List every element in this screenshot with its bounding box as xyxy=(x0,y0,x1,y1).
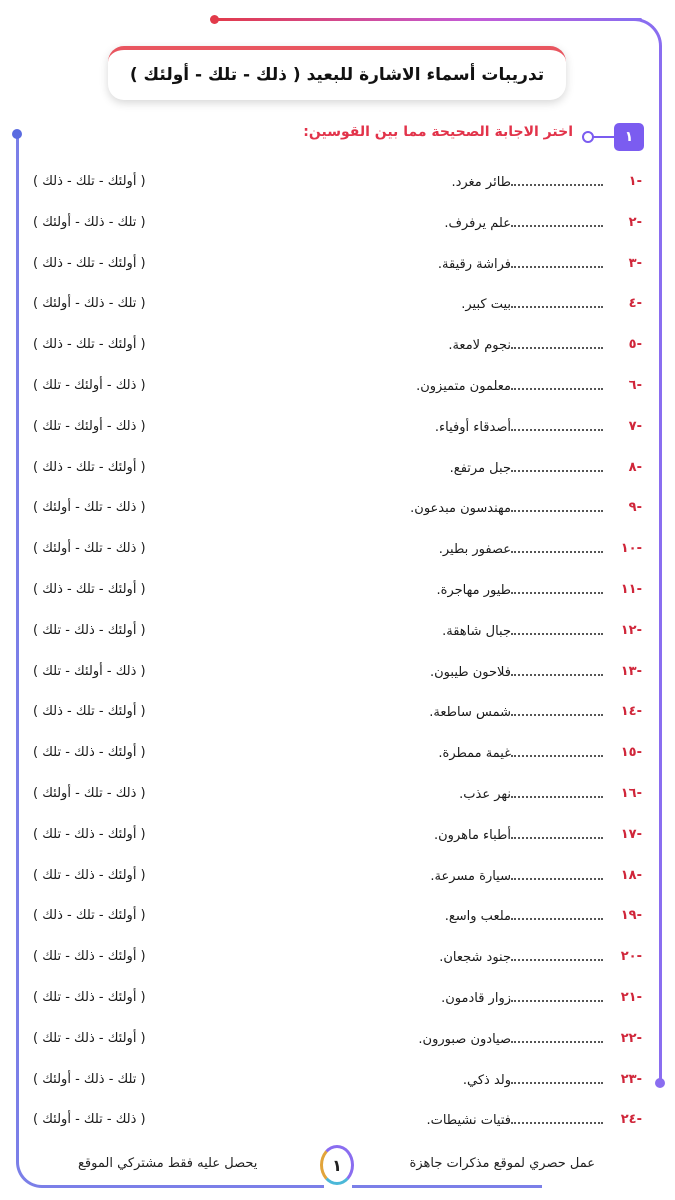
item-phrase-line xyxy=(430,868,607,884)
item-number: -٧ xyxy=(628,418,642,434)
item-phrase-line xyxy=(441,990,607,1006)
frame-bottom-curve xyxy=(16,1140,56,1188)
item-phrase: ملعب واسع. xyxy=(444,909,511,925)
item-phrase-line xyxy=(442,623,607,639)
item-phrase-line xyxy=(450,460,607,476)
item-number: -٥ xyxy=(628,337,642,353)
answer-blank[interactable] xyxy=(511,1031,603,1043)
item-phrase-line xyxy=(429,704,607,720)
item-number: -١٥ xyxy=(620,745,642,761)
item-phrase: جبل مرتفع. xyxy=(449,460,511,476)
item-phrase-line xyxy=(438,256,607,272)
item-number: -٣ xyxy=(628,255,642,271)
item-phrase: مهندسون مبدعون. xyxy=(410,501,511,517)
frame-bottom-line-right xyxy=(352,1185,542,1188)
item-phrase: أصدقاء أوفياء. xyxy=(434,419,511,435)
exercise-item xyxy=(0,1021,675,1062)
item-phrase-line xyxy=(448,337,607,353)
answer-blank[interactable] xyxy=(511,949,603,961)
answer-blank[interactable] xyxy=(511,1072,603,1084)
answer-blank[interactable] xyxy=(511,908,603,920)
item-choices: ( أولئك - تلك - ذلك ) xyxy=(33,581,146,597)
item-number: -٨ xyxy=(628,459,642,475)
item-phrase-line xyxy=(444,215,607,231)
exercise-item xyxy=(0,286,675,327)
item-number: -٩ xyxy=(628,500,642,516)
item-choices: ( ذلك - تلك - أولئك ) xyxy=(33,785,146,801)
frame-top-line xyxy=(214,18,642,21)
exercise-item xyxy=(0,694,675,735)
exercise-item xyxy=(0,368,675,409)
answer-blank[interactable] xyxy=(511,786,603,798)
exercise-list xyxy=(0,164,675,1143)
answer-blank[interactable] xyxy=(511,378,603,390)
item-phrase: ولد ذكي. xyxy=(462,1072,511,1088)
item-choices: ( أولئك - تلك - ذلك ) xyxy=(33,255,146,271)
item-number: -١٠ xyxy=(620,541,642,557)
answer-blank[interactable] xyxy=(511,215,603,227)
exercise-item xyxy=(0,246,675,287)
item-phrase: طيور مهاجرة. xyxy=(436,582,511,598)
item-number: -١ xyxy=(628,174,642,189)
item-phrase: زوار قادمون. xyxy=(441,990,511,1006)
item-phrase: علم يرفرف. xyxy=(444,215,511,231)
item-phrase-line xyxy=(459,786,607,802)
answer-blank[interactable] xyxy=(511,541,603,553)
item-choices: ( ذلك - أولئك - تلك ) xyxy=(33,418,146,434)
answer-blank[interactable] xyxy=(511,827,603,839)
item-number: -٢٣ xyxy=(620,1071,642,1087)
frame-bottom-line xyxy=(54,1185,324,1188)
item-phrase: غيمة ممطرة. xyxy=(438,746,511,762)
item-number: -١٢ xyxy=(620,622,642,638)
item-phrase: طائر مغرد. xyxy=(451,175,511,190)
item-phrase: سيارة مسرعة. xyxy=(430,868,511,884)
item-number: -١٩ xyxy=(620,908,642,924)
frame-left-dot xyxy=(12,129,22,139)
exercise-item xyxy=(0,1062,675,1103)
item-choices: ( ذلك - تلك - أولئك ) xyxy=(33,500,146,516)
item-choices: ( أولئك - ذلك - تلك ) xyxy=(33,826,146,842)
footer-credit: عمل حصري لموقع مذكرات جاهزة xyxy=(409,1156,595,1171)
answer-blank[interactable] xyxy=(511,419,603,431)
exercise-item xyxy=(0,205,675,246)
exercise-item xyxy=(0,858,675,899)
item-choices: ( تلك - ذلك - أولئك ) xyxy=(33,1071,146,1087)
answer-blank[interactable] xyxy=(511,337,603,349)
item-phrase: أطباء ماهرون. xyxy=(434,827,511,843)
answer-blank[interactable] xyxy=(511,460,603,472)
item-phrase-line xyxy=(437,582,607,598)
exercise-item xyxy=(0,654,675,695)
exercise-item xyxy=(0,164,675,205)
item-phrase-line xyxy=(410,500,607,516)
item-number: -٢١ xyxy=(620,989,642,1005)
exercise-item xyxy=(0,327,675,368)
item-number: -٢٠ xyxy=(620,949,642,965)
item-phrase: معلمون متميزون. xyxy=(416,378,511,394)
answer-blank[interactable] xyxy=(511,704,603,716)
answer-blank[interactable] xyxy=(511,868,603,880)
item-phrase-line xyxy=(439,949,607,965)
page-title: تدريبات أسماء الاشارة للبعيد ( ذلك - تلك - أولئك ) xyxy=(108,46,566,100)
item-phrase: بيت كبير. xyxy=(461,297,511,313)
item-phrase-line xyxy=(463,1072,607,1088)
item-phrase-line xyxy=(426,1112,607,1128)
footer-note: يحصل عليه فقط مشتركي الموقع xyxy=(78,1156,258,1171)
item-phrase: عصفور بطير. xyxy=(438,542,511,558)
item-phrase: شمس ساطعة. xyxy=(429,705,511,721)
item-phrase-line xyxy=(430,664,607,680)
item-phrase-line xyxy=(434,827,607,843)
item-choices: ( ذلك - تلك - أولئك ) xyxy=(33,541,146,557)
item-choices: ( تلك - ذلك - أولئك ) xyxy=(33,214,146,230)
item-number: -١٣ xyxy=(620,663,642,679)
item-number: -١٨ xyxy=(620,867,642,883)
item-choices: ( أولئك - تلك - ذلك ) xyxy=(33,704,146,720)
item-phrase: فتيات نشيطات. xyxy=(426,1113,511,1129)
exercise-item xyxy=(0,898,675,939)
exercise-item xyxy=(0,817,675,858)
answer-blank[interactable] xyxy=(511,664,603,676)
item-number: -١٧ xyxy=(620,826,642,842)
item-phrase-line xyxy=(451,174,607,190)
frame-right-curve xyxy=(620,18,662,68)
answer-blank[interactable] xyxy=(511,582,603,594)
item-number: -٢٤ xyxy=(620,1112,642,1128)
answer-blank[interactable] xyxy=(511,1112,603,1124)
exercise-item xyxy=(0,939,675,980)
item-phrase: جبال شاهقة. xyxy=(442,623,511,639)
item-number: -١٤ xyxy=(620,704,642,720)
exercise-item xyxy=(0,409,675,450)
answer-blank[interactable] xyxy=(511,296,603,308)
item-number: -١١ xyxy=(620,581,642,597)
item-choices: ( أولئك - ذلك - تلك ) xyxy=(33,867,146,883)
exercise-item xyxy=(0,490,675,531)
answer-blank[interactable] xyxy=(511,256,603,268)
item-phrase: نجوم لامعة. xyxy=(448,338,511,354)
exercise-item xyxy=(0,450,675,491)
item-phrase-line xyxy=(435,419,607,435)
exercise-item xyxy=(0,776,675,817)
item-phrase: فراشة رقيقة. xyxy=(437,256,511,272)
item-choices: ( أولئك - ذلك - تلك ) xyxy=(33,1030,146,1046)
item-phrase-line xyxy=(438,745,607,761)
item-number: -٤ xyxy=(628,296,642,312)
item-phrase-line xyxy=(418,1031,607,1047)
question-instruction: اختر الاجابة الصحيحة مما بين القوسين: xyxy=(303,124,573,140)
item-number: -٢٢ xyxy=(620,1030,642,1046)
frame-top-dot xyxy=(210,15,219,24)
item-phrase: نهر عذب. xyxy=(459,786,511,802)
item-number: -٦ xyxy=(628,377,642,393)
item-choices: ( أولئك - تلك - ذلك ) xyxy=(33,459,146,475)
item-number: -١٦ xyxy=(620,785,642,801)
page-number: ١ xyxy=(320,1145,354,1185)
answer-blank[interactable] xyxy=(511,623,603,635)
item-choices: ( ذلك - تلك - أولئك ) xyxy=(33,1112,146,1128)
item-choices: ( ذلك - أولئك - تلك ) xyxy=(33,663,146,679)
item-phrase: جنود شجعان. xyxy=(439,950,511,966)
item-phrase-line xyxy=(416,378,607,394)
exercise-item xyxy=(0,531,675,572)
exercise-item xyxy=(0,735,675,776)
item-choices: ( أولئك - ذلك - تلك ) xyxy=(33,989,146,1005)
answer-blank[interactable] xyxy=(511,174,603,186)
item-choices: ( أولئك - تلك - ذلك ) xyxy=(33,174,146,189)
exercise-item xyxy=(0,572,675,613)
item-phrase-line xyxy=(439,541,607,557)
question-number-badge: ١ xyxy=(614,123,644,151)
answer-blank[interactable] xyxy=(511,745,603,757)
item-phrase: فلاحون طيبون. xyxy=(430,664,511,680)
item-choices: ( أولئك - تلك - ذلك ) xyxy=(33,337,146,353)
answer-blank[interactable] xyxy=(511,500,603,512)
exercise-item xyxy=(0,613,675,654)
item-phrase: صيادون صبورون. xyxy=(418,1031,511,1047)
item-choices: ( أولئك - تلك - ذلك ) xyxy=(33,908,146,924)
item-phrase-line xyxy=(461,296,607,312)
item-choices: ( أولئك - ذلك - تلك ) xyxy=(33,949,146,965)
item-phrase-line xyxy=(445,908,607,924)
question-connector-dot xyxy=(582,131,594,143)
item-choices: ( تلك - ذلك - أولئك ) xyxy=(33,296,146,312)
exercise-item xyxy=(0,980,675,1021)
item-choices: ( أولئك - ذلك - تلك ) xyxy=(33,622,146,638)
answer-blank[interactable] xyxy=(511,990,603,1002)
item-choices: ( ذلك - أولئك - تلك ) xyxy=(33,377,146,393)
item-number: -٢ xyxy=(628,214,642,230)
item-choices: ( أولئك - ذلك - تلك ) xyxy=(33,745,146,761)
exercise-item xyxy=(0,1102,675,1143)
